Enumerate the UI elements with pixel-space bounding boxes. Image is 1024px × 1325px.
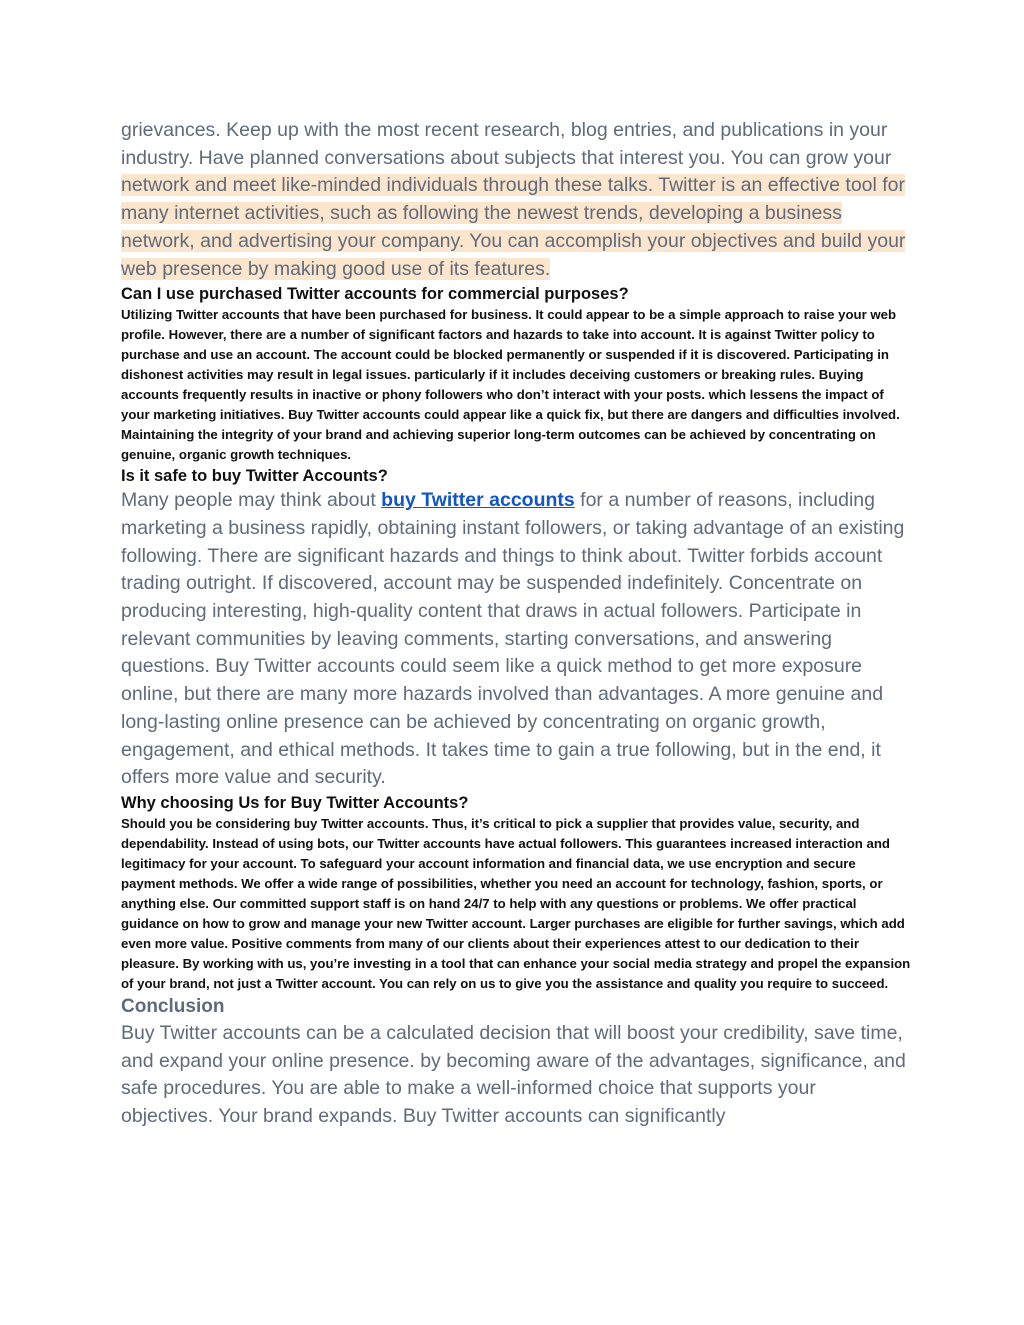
why-choose-paragraph: Should you be considering buy Twitter accounts. Thus, it’s critical to pick a supplier that provides value, security, and dependability. Instead of using bots, our Twitter accounts have actual followers. This guarantees increased interaction and legitimacy for your account. To safeguard your account information and financial data, we use encryption and secure payment methods. We offer a wide range of possibilities, whether you need an account for technology, fashion, sports, or anything else. Our committed support staff is on hand 24/7 to help with any questions or problems. We offer practical guidance on how to grow and manage your new Twitter account. Larger purchases are eligible for further savings, which add even more value. Positive comments from many of our clients about their experiences attest to our dedication to their pleasure. By working with us, you’re investing in a tool that can enhance your social media strategy and propel the expansion of your brand, not just a Twitter account. You can rely on us to give you the assistance and quality you require to succeed. xyxy=(121,815,911,991)
highlighted-text: network and meet like-minded individuals through these talks. Twitter is an effective tool for many internet activities, such as following the newest trends, developing a business network, and advertising your company. You can accomplish your objectives and build your web presence by making good use of its features. xyxy=(121,174,906,280)
commercial-paragraph: Utilizing Twitter accounts that have been purchased for business. It could appear to be a simple approach to raise your web profile. However, there are a number of significant factors and hazards to take into account. It is against Twitter policy to purchase and use an account. The account could be blocked permanently or suspended if it is discovered. Participating in dishonest activities may result in legal issues. particularly if it includes deceiving customers or breaking rules. Buying accounts frequently results in inactive or phony followers who don’t interact with your posts. which lessens the impact of your marketing initiatives. Buy Twitter accounts could appear like a quick fix, but there are dangers and difficulties involved. Maintaining the integrity of your brand and achieving superior long-term outcomes can be achieved by concentrating on genuine, organic growth techniques. xyxy=(121,307,900,463)
heading-commercial-purposes: Can I use purchased Twitter accounts for commercial purposes? xyxy=(121,285,629,304)
heading-conclusion: Conclusion xyxy=(121,995,225,1017)
safety-text-before: Many people may think about xyxy=(121,489,382,512)
intro-paragraph xyxy=(121,117,911,283)
document-page xyxy=(121,117,911,1131)
heading-is-it-safe: Is it safe to buy Twitter Accounts? xyxy=(121,467,388,486)
heading-why-choose-us: Why choosing Us for Buy Twitter Accounts? xyxy=(121,793,469,812)
conclusion-paragraph: Buy Twitter accounts can be a calculated decision that will boost your credibility, save time, and expand your online presence. by becoming aware of the advantages, significance, and safe procedures. You are able to make a well-informed choice that supports your objectives. Your brand expands. Buy Twitter accounts can significantly xyxy=(121,1021,906,1128)
safety-text-after: for a number of reasons, including marketing a business rapidly, obtaining instant followers, or taking advantage of an existing following. There are significant hazards and things to think about. Twitter forbids account trading outright. If discovered, account may be suspended indefinitely. Concentrate on producing interesting, high-quality content that draws in actual followers. Participate in relevant communities by leaving comments, starting conversations, and answering questions. Buy Twitter accounts could seem like a quick method to get more exposure online, but there are many more hazards involved than advantages. A more genuine and long-lasting online presence can be achieved by concentrating on organic growth, engagement, and ethical methods. It takes time to gain a true following, but in the end, it offers more value and security. xyxy=(121,489,905,789)
buy-twitter-accounts-link[interactable]: buy Twitter accounts xyxy=(381,489,575,512)
intro-text: grievances. Keep up with the most recent research, blog entries, and publications in your industry. Have planned conversations about subjects that interest you. You can grow your xyxy=(121,119,892,169)
safety-paragraph xyxy=(121,487,911,792)
